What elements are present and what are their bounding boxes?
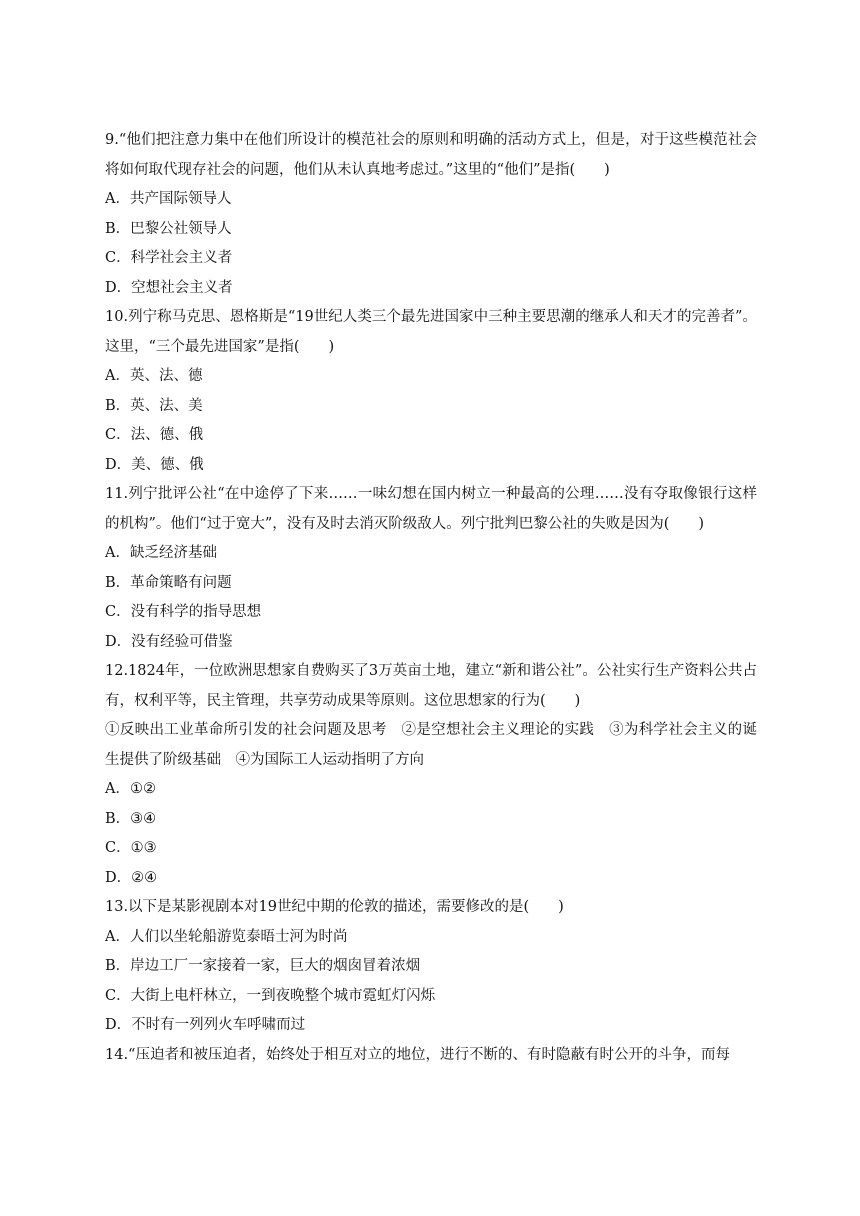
option-letter: B． — [105, 220, 131, 237]
answer-option — [105, 539, 757, 569]
question-stem: 14.“压迫者和被压迫者，始终处于相互对立的地位，进行不断的、有时隐蔽有时公开的斗争，而每 — [105, 1046, 730, 1063]
option-letter: A． — [105, 781, 130, 797]
option-letter: D． — [105, 1017, 132, 1033]
option-letter: D． — [105, 633, 132, 650]
answer-option — [105, 834, 757, 864]
option-letter: B． — [105, 397, 131, 414]
question-list — [105, 126, 757, 1070]
option-text: 法、德、俄 — [130, 427, 204, 443]
answer-option — [105, 864, 757, 894]
option-text: ①③ — [130, 840, 157, 856]
option-letter: D． — [105, 456, 132, 473]
option-text: 岸边工厂一家接着一家，巨大的烟囱冒着浓烟 — [130, 958, 421, 974]
answer-option — [105, 362, 757, 392]
question-stem: 13.以下是某影视剧本对19世纪中期的伦敦的描述，需要修改的是( ) — [105, 899, 564, 915]
option-text: 没有经验可借鉴 — [131, 633, 233, 650]
option-text: 人们以坐轮船游览泰晤士河为时尚 — [129, 928, 348, 945]
option-letter: D． — [105, 279, 132, 296]
option-text: 大街上电杆林立，一到夜晚整个城市霓虹灯闪烁 — [130, 987, 436, 1004]
option-letter: B． — [105, 574, 131, 591]
answer-option — [105, 1011, 757, 1041]
answer-option — [105, 923, 757, 953]
option-text: ①② — [129, 781, 156, 797]
question-stem: 9.“他们把注意力集中在他们所设计的模范社会的原则和明确的活动方式上，但是，对于这些模范社会将如何取代现存社会的问题，他们从未认真地考虑过。”这里的“他们”是指( ) — [105, 132, 757, 178]
option-text: 缺乏经济基础 — [129, 545, 217, 561]
option-letter: C． — [105, 840, 131, 856]
answer-option — [105, 215, 757, 245]
option-letter: D． — [105, 869, 132, 886]
option-text: ③④ — [130, 810, 157, 827]
option-text: 英、法、德 — [129, 368, 203, 384]
question-14 — [105, 1041, 757, 1071]
answer-option — [105, 451, 757, 481]
option-text: 空想社会主义者 — [131, 279, 233, 296]
option-text: ②④ — [131, 869, 158, 886]
option-text: 巴黎公社领导人 — [130, 220, 232, 237]
answer-option — [105, 392, 757, 422]
answer-option — [105, 569, 757, 599]
answer-option — [105, 598, 757, 628]
option-letter: A． — [105, 368, 130, 384]
option-text: 革命策略有问题 — [130, 574, 232, 591]
answer-option — [105, 274, 757, 304]
answer-option — [105, 185, 757, 215]
question-12 — [105, 657, 757, 893]
answer-option — [105, 628, 757, 658]
question-11 — [105, 480, 757, 657]
answer-option — [105, 982, 757, 1012]
option-text: 英、法、美 — [130, 397, 203, 414]
answer-option — [105, 805, 757, 835]
question-statements: ①反映出工业革命所引发的社会问题及思考 ②是空想社会主义理论的实践 ③为科学社会主义的诞生提供了阶级基础 ④为国际工人运动指明了方向 — [105, 722, 757, 768]
option-letter: C． — [105, 987, 131, 1004]
option-letter: B． — [105, 958, 131, 974]
answer-option — [105, 775, 757, 805]
question-13 — [105, 893, 757, 1041]
question-stem: 11.列宁批评公社“在中途停了下来……一味幻想在国内树立一种最高的公理……没有夺取像银行这样的机构”。他们“过于宽大”，没有及时去消灭阶级敌人。列宁批判巴黎公社的失败是因为( ) — [105, 486, 757, 532]
question-9 — [105, 126, 757, 303]
option-text: 没有科学的指导思想 — [130, 604, 262, 620]
answer-option — [105, 421, 757, 451]
answer-option — [105, 952, 757, 982]
question-stem: 12.1824年，一位欧洲思想家自费购买了3万英亩土地，建立“新和谐公社”。公社实行生产资料公共占有，权利平等，民主管理，共享劳动成果等原则。这位思想家的行为( ) — [105, 663, 757, 709]
option-letter: A． — [105, 545, 130, 561]
question-stem: 10.列宁称马克思、恩格斯是“19世纪人类三个最先进国家中三种主要思潮的继承人和天才的完善者”。这里，“三个最先进国家”是指( ) — [105, 309, 757, 355]
option-text: 科学社会主义者 — [130, 250, 233, 266]
option-letter: C． — [105, 427, 131, 443]
option-text: 美、德、俄 — [131, 456, 204, 473]
question-10 — [105, 303, 757, 480]
option-letter: A． — [105, 928, 130, 945]
option-text: 不时有一列列火车呼啸而过 — [131, 1017, 306, 1033]
option-letter: A． — [105, 191, 130, 207]
answer-option — [105, 244, 757, 274]
option-letter: B． — [105, 810, 131, 827]
option-letter: C． — [105, 604, 131, 620]
option-text: 共产国际领导人 — [129, 191, 232, 207]
option-letter: C． — [105, 250, 131, 266]
